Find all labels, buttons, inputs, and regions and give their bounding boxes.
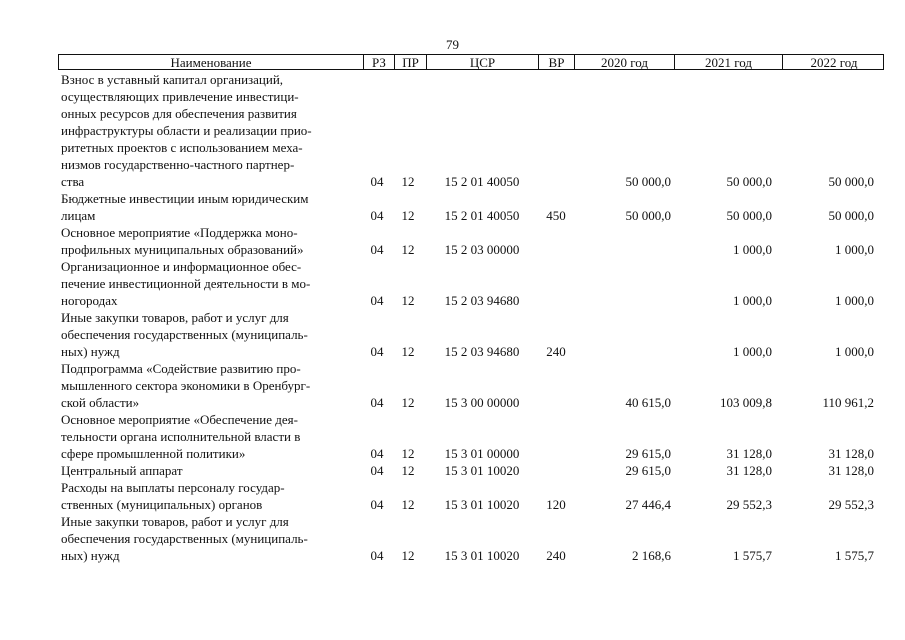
page-number: 79 [446, 37, 459, 52]
row-name-line: сфере промышленной политики» [61, 446, 246, 461]
row-name-line: обеспечения государственных (муниципаль- [61, 531, 308, 546]
row-name-line: Центральный аппарат [61, 463, 183, 478]
cell-vr: 240 [546, 344, 566, 359]
row-name [61, 190, 361, 224]
cell-vr: 240 [546, 548, 566, 563]
cell-2022: 50 000,0 [828, 174, 874, 189]
row-name [61, 479, 361, 513]
row-name [61, 71, 361, 190]
cell-rz: 04 [370, 395, 384, 410]
row-name-line: Основное мероприятие «Обеспечение дея- [61, 412, 298, 427]
row-name-line: Взнос в уставный капитал организаций, [61, 72, 284, 87]
cell-csr: 15 2 01 40050 [444, 174, 520, 189]
table-row [0, 309, 905, 360]
cell-2021: 29 552,3 [726, 497, 772, 512]
header-rz: РЗ [364, 55, 395, 69]
cell-2022: 1 575,7 [835, 548, 874, 563]
cell-2021: 1 000,0 [733, 293, 772, 308]
row-name-line: ской области» [61, 395, 140, 410]
cell-2021: 50 000,0 [726, 208, 772, 223]
table-row [0, 71, 905, 190]
cell-2020: 2 168,6 [632, 548, 671, 563]
row-name-line: Иные закупки товаров, работ и услуг для [61, 310, 289, 325]
header-2022: 2022 год [810, 55, 858, 70]
cell-2020: 50 000,0 [625, 174, 671, 189]
cell-2022: 1 000,0 [835, 344, 874, 359]
row-name-line: ных) нужд [61, 344, 120, 359]
row-name-line: низмов государственно-частного партнер- [61, 157, 295, 172]
table-row [0, 224, 905, 258]
cell-rz: 04 [370, 208, 384, 223]
cell-csr: 15 3 01 10020 [444, 548, 520, 563]
header-name: Наименование [59, 55, 364, 69]
row-name-line: онных ресурсов для обеспечения развития [61, 106, 297, 121]
row-name-line: ственных (муниципальных) органов [61, 497, 263, 512]
cell-2022: 1 000,0 [835, 293, 874, 308]
cell-rz: 04 [370, 463, 384, 478]
cell-rz: 04 [370, 293, 384, 308]
row-name-line: профильных муниципальных образований» [61, 242, 304, 257]
table-row [0, 411, 905, 462]
cell-2021: 50 000,0 [726, 174, 772, 189]
cell-2022: 31 128,0 [828, 446, 874, 461]
row-name-line: Расходы на выплаты персоналу государ- [61, 480, 285, 495]
table-row [0, 462, 905, 479]
row-name [61, 309, 361, 360]
table-row [0, 190, 905, 224]
cell-pr: 12 [401, 174, 415, 189]
row-name-line: ритетных проектов с использованием меха- [61, 140, 303, 155]
row-name [61, 513, 361, 564]
row-name-line: ных) нужд [61, 548, 120, 563]
cell-pr: 12 [401, 395, 415, 410]
row-name [61, 462, 361, 479]
row-name [61, 411, 361, 462]
cell-csr: 15 2 03 00000 [444, 242, 520, 257]
table-row [0, 360, 905, 411]
cell-2021: 31 128,0 [726, 463, 772, 478]
cell-2022: 50 000,0 [828, 208, 874, 223]
cell-vr: 120 [546, 497, 566, 512]
row-name-line: Основное мероприятие «Поддержка моно- [61, 225, 298, 240]
cell-pr: 12 [401, 344, 415, 359]
cell-2021: 1 000,0 [733, 344, 772, 359]
cell-pr: 12 [401, 242, 415, 257]
table-row [0, 258, 905, 309]
table-header [58, 54, 884, 70]
row-name-line: тельности органа исполнительной власти в [61, 429, 301, 444]
cell-rz: 04 [370, 174, 384, 189]
row-name-line: инфраструктуры области и реализации прио- [61, 123, 312, 138]
cell-2021: 1 575,7 [733, 548, 772, 563]
cell-2020: 27 446,4 [625, 497, 671, 512]
cell-pr: 12 [401, 293, 415, 308]
cell-pr: 12 [401, 548, 415, 563]
row-name-line: Бюджетные инвестиции иным юридическим [61, 191, 309, 206]
cell-csr: 15 2 03 94680 [444, 293, 520, 308]
cell-csr: 15 3 01 00000 [444, 446, 520, 461]
row-name-line: Подпрограмма «Содействие развитию про- [61, 361, 301, 376]
header-csr: ЦСР [427, 55, 539, 69]
cell-2021: 31 128,0 [726, 446, 772, 461]
cell-vr: 450 [546, 208, 566, 223]
row-name [61, 258, 361, 309]
cell-rz: 04 [370, 497, 384, 512]
cell-pr: 12 [401, 463, 415, 478]
cell-2020: 50 000,0 [625, 208, 671, 223]
row-name-line: ногородах [61, 293, 118, 308]
row-name-line: Организационное и информационное обес- [61, 259, 302, 274]
table-row [0, 513, 905, 564]
row-name-line: обеспечения государственных (муниципаль- [61, 327, 308, 342]
cell-2020: 40 615,0 [625, 395, 671, 410]
header-2020: 2020 год [575, 55, 675, 69]
cell-2022: 1 000,0 [835, 242, 874, 257]
row-name-line: мышленного сектора экономики в Оренбург- [61, 378, 311, 393]
header-vr: ВР [539, 55, 575, 69]
cell-2020: 29 615,0 [625, 463, 671, 478]
cell-2021: 1 000,0 [733, 242, 772, 257]
row-name [61, 360, 361, 411]
cell-rz: 04 [370, 242, 384, 257]
row-name-line: осуществляющих привлечение инвестици- [61, 89, 299, 104]
cell-csr: 15 3 01 10020 [444, 463, 520, 478]
cell-csr: 15 2 01 40050 [444, 208, 520, 223]
header-2021: 2021 год [675, 55, 783, 69]
row-name [61, 224, 361, 258]
cell-2022: 110 961,2 [822, 395, 874, 410]
cell-rz: 04 [370, 344, 384, 359]
cell-rz: 04 [370, 446, 384, 461]
cell-pr: 12 [401, 208, 415, 223]
cell-2021: 103 009,8 [720, 395, 772, 410]
cell-pr: 12 [401, 446, 415, 461]
cell-2022: 31 128,0 [828, 463, 874, 478]
table-row [0, 479, 905, 513]
row-name-line: печение инвестиционной деятельности в мо- [61, 276, 311, 291]
cell-2022: 29 552,3 [828, 497, 874, 512]
row-name-line: лицам [61, 208, 96, 223]
cell-pr: 12 [401, 497, 415, 512]
cell-2020: 29 615,0 [625, 446, 671, 461]
cell-rz: 04 [370, 548, 384, 563]
cell-csr: 15 3 00 00000 [444, 395, 520, 410]
row-name-line: ства [61, 174, 85, 189]
cell-csr: 15 3 01 10020 [444, 497, 520, 512]
header-pr: ПР [395, 55, 427, 69]
cell-csr: 15 2 03 94680 [444, 344, 520, 359]
row-name-line: Иные закупки товаров, работ и услуг для [61, 514, 289, 529]
